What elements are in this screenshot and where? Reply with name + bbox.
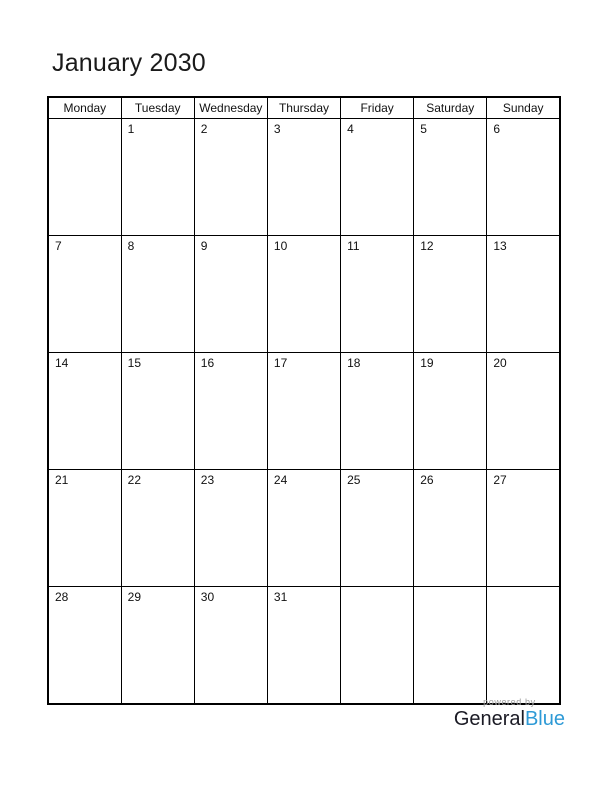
week-row-1	[48, 119, 560, 236]
day-cell-3: 3	[267, 119, 340, 236]
day-cell-10: 10	[267, 236, 340, 353]
week-row-4	[48, 470, 560, 587]
page-title: January 2030	[52, 49, 206, 77]
day-cell-4: 4	[341, 119, 414, 236]
week-row-2	[48, 236, 560, 353]
day-cell-30: 30	[194, 587, 267, 705]
weekday-header-saturday: Saturday	[414, 97, 487, 119]
empty-day-cell	[341, 587, 414, 705]
weekday-header-wednesday: Wednesday	[194, 97, 267, 119]
day-cell-19: 19	[414, 353, 487, 470]
weekday-header-thursday: Thursday	[267, 97, 340, 119]
day-cell-8: 8	[121, 236, 194, 353]
day-cell-25: 25	[341, 470, 414, 587]
weekday-header-sunday: Sunday	[487, 97, 560, 119]
footer-branding	[454, 697, 565, 730]
day-cell-13: 13	[487, 236, 560, 353]
brand-logo	[454, 708, 565, 730]
day-cell-24: 24	[267, 470, 340, 587]
brand-general-text: General	[453, 708, 525, 730]
day-cell-21: 21	[48, 470, 121, 587]
brand-blue-text: Blue	[524, 708, 565, 730]
weekday-header-monday: Monday	[48, 97, 121, 119]
day-cell-22: 22	[121, 470, 194, 587]
day-cell-9: 9	[194, 236, 267, 353]
day-cell-27: 27	[487, 470, 560, 587]
day-cell-18: 18	[341, 353, 414, 470]
empty-day-cell	[48, 119, 121, 236]
weekday-header-row	[48, 97, 560, 119]
day-cell-11: 11	[341, 236, 414, 353]
empty-day-cell	[487, 587, 560, 705]
day-cell-7: 7	[48, 236, 121, 353]
day-cell-1: 1	[121, 119, 194, 236]
day-cell-23: 23	[194, 470, 267, 587]
day-cell-28: 28	[48, 587, 121, 705]
week-row-3	[48, 353, 560, 470]
day-cell-12: 12	[414, 236, 487, 353]
day-cell-2: 2	[194, 119, 267, 236]
week-row-5	[48, 587, 560, 705]
day-cell-29: 29	[121, 587, 194, 705]
day-cell-5: 5	[414, 119, 487, 236]
day-cell-6: 6	[487, 119, 560, 236]
day-cell-20: 20	[487, 353, 560, 470]
weekday-header-tuesday: Tuesday	[121, 97, 194, 119]
powered-by-label: powered by	[483, 697, 536, 707]
calendar-table	[47, 96, 561, 705]
day-cell-26: 26	[414, 470, 487, 587]
day-cell-17: 17	[267, 353, 340, 470]
day-cell-16: 16	[194, 353, 267, 470]
day-cell-15: 15	[121, 353, 194, 470]
day-cell-14: 14	[48, 353, 121, 470]
day-cell-31: 31	[267, 587, 340, 705]
weekday-header-friday: Friday	[341, 97, 414, 119]
empty-day-cell	[414, 587, 487, 705]
